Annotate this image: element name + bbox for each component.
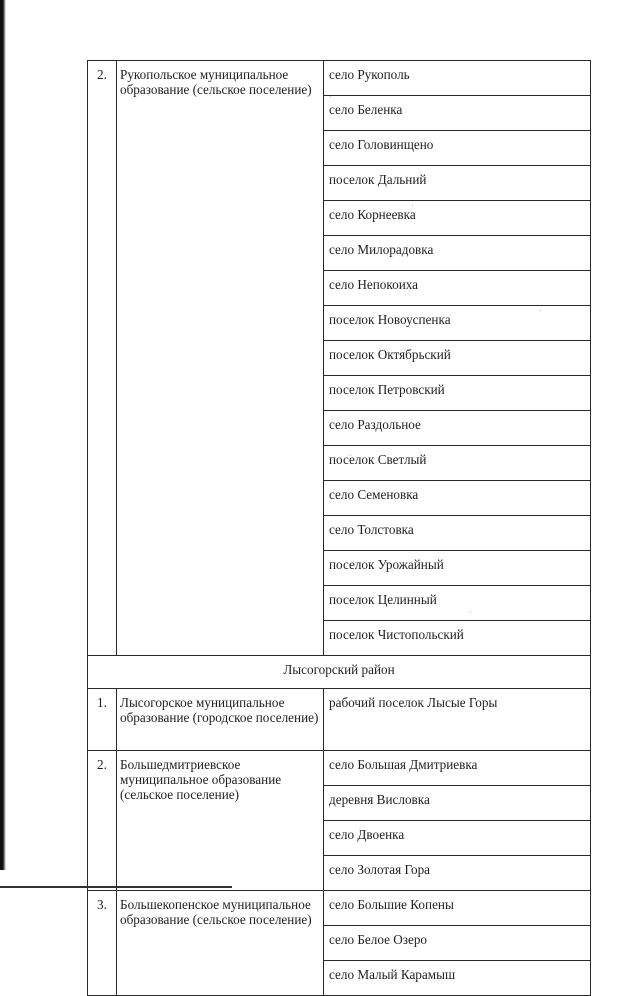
settlement-name: село Корнеевка [324,201,591,236]
settlement-name: рабочий поселок Лысые Горы [324,689,591,751]
settlement-name: село Золотая Гора [324,856,591,891]
entity-name: Лысогорское муниципальное образование (городское поселение) [117,689,324,751]
entity-name: Большекопенское муниципальное образование (сельское поселение) [117,891,324,996]
entity-name: Большедмитриевское муниципальное образование (сельское поселение) [117,751,324,891]
settlement-name: поселок Дальний [324,166,591,201]
entity-number: 1. [88,689,117,751]
settlement-name: деревня Висловка [324,786,591,821]
settlement-name: село Раздольное [324,411,591,446]
settlement-name: село Семеновка [324,481,591,516]
settlement-name: село Большая Дмитриевка [324,751,591,786]
settlement-name: село Малый Карамыш [324,961,591,996]
scan-edge-bottom [0,886,232,888]
entity-number: 2. [88,61,117,656]
settlement-name: поселок Новоуспенка [324,306,591,341]
settlement-name: село Рукополь [324,61,591,96]
settlement-name: поселок Урожайный [324,551,591,586]
settlement-name: поселок Петровский [324,376,591,411]
settlement-name: село Беленка [324,96,591,131]
settlement-name: поселок Целинный [324,586,591,621]
entity-number: 2. [88,751,117,891]
settlements-table-body [88,61,591,996]
settlement-name: село Двоенка [324,821,591,856]
settlement-name: поселок Октябрьский [324,341,591,376]
table-row [88,751,591,786]
settlement-name: село Большие Копены [324,891,591,926]
table-row [88,891,591,926]
settlement-name: село Белое Озеро [324,926,591,961]
settlement-name: село Головинщено [324,131,591,166]
district-row [88,656,591,689]
settlement-name: село Толстовка [324,516,591,551]
table-row [88,689,591,751]
entity-number: 3. [88,891,117,996]
settlement-name: поселок Чистопольский [324,621,591,656]
settlement-name: поселок Светлый [324,446,591,481]
settlement-name: село Милорадовка [324,236,591,271]
settlements-table [87,60,591,996]
scan-edge-left [0,0,6,870]
district-heading: Лысогорский район [88,656,591,689]
settlement-name: село Непокоиха [324,271,591,306]
table-row [88,61,591,96]
entity-name: Рукопольское муниципальное образование (сельское поселение) [117,61,324,656]
